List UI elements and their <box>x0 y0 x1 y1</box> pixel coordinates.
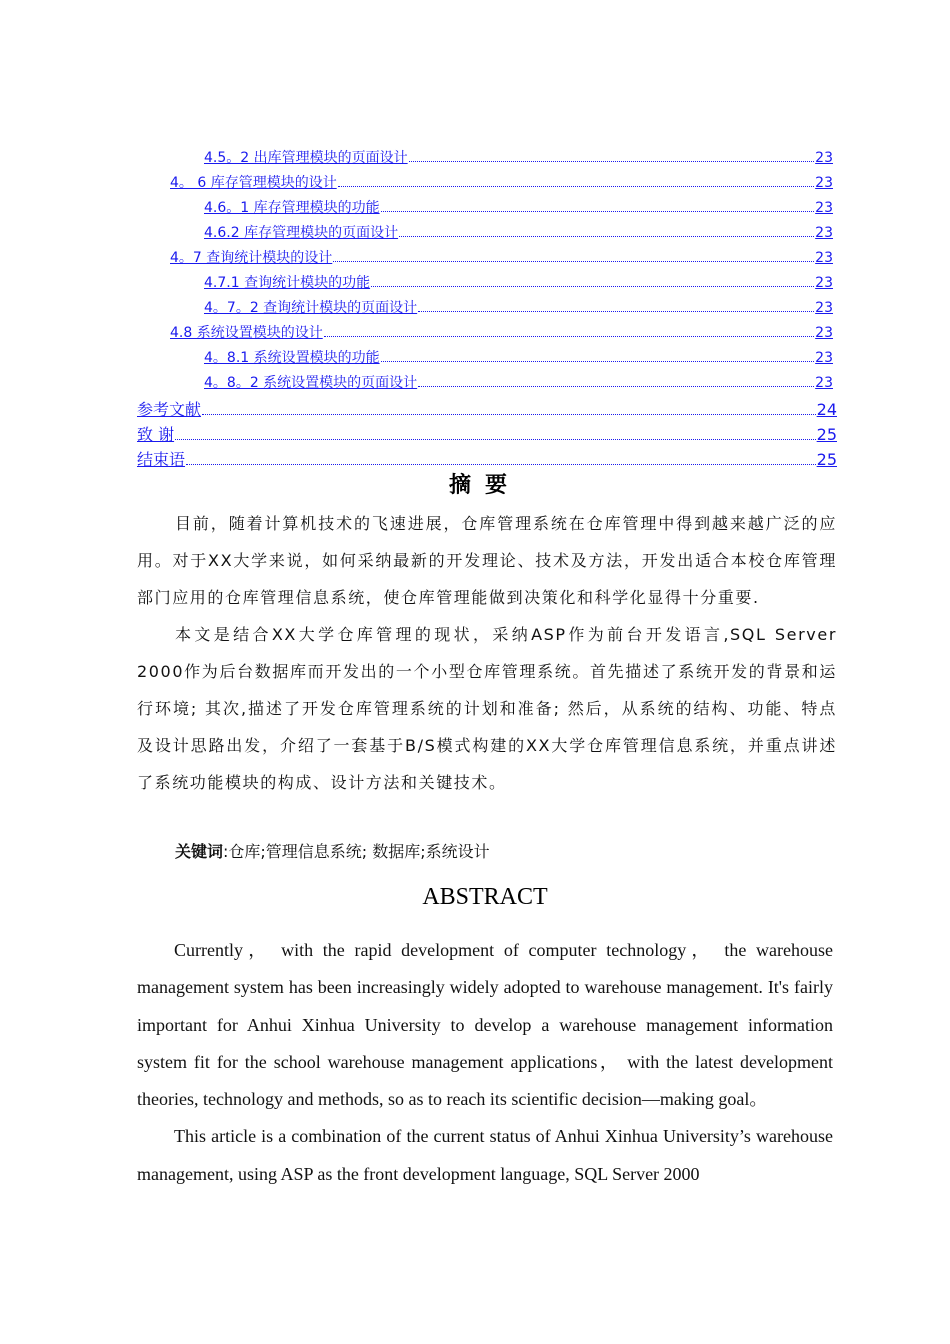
toc-entry-title[interactable]: 4。7。2 查询统计模块的页面设计 <box>204 300 418 316</box>
toc-dot-leader <box>202 413 816 415</box>
toc-entry-page[interactable]: 23 <box>815 325 833 341</box>
toc-entry-title[interactable]: 结束语 <box>137 450 186 469</box>
toc-entry-page[interactable]: 23 <box>815 175 833 191</box>
toc-entry[interactable] <box>204 222 833 242</box>
toc-entry-title[interactable]: 4.6.2 库存管理模块的页面设计 <box>204 225 399 241</box>
keywords-value: :仓库;管理信息系统; 数据库;系统设计 <box>223 842 490 861</box>
toc-entry-page[interactable]: 23 <box>815 300 833 316</box>
toc-dot-leader <box>409 160 815 162</box>
toc-entry-title[interactable]: 4。 6 库存管理模块的设计 <box>170 175 337 191</box>
toc-entry-page[interactable]: 23 <box>815 200 833 216</box>
toc-entry-page[interactable]: 23 <box>815 225 833 241</box>
keywords-label: 关键词 <box>175 842 224 861</box>
toc-entry-title[interactable]: 参考文献 <box>137 400 202 419</box>
toc-dot-leader <box>418 310 814 312</box>
toc-entry[interactable] <box>170 172 833 192</box>
toc-entry-title[interactable]: 4.6。1 库存管理模块的功能 <box>204 200 380 216</box>
toc-entry-page[interactable]: 25 <box>816 425 837 444</box>
toc-dot-leader <box>186 463 816 465</box>
toc-entry[interactable] <box>170 247 833 267</box>
abstract-cn-heading: 摘要 <box>448 473 521 498</box>
toc-entry-title[interactable]: 4。7 查询统计模块的设计 <box>170 250 333 266</box>
toc-dot-leader <box>381 210 815 212</box>
toc-entry-title[interactable]: 4。8。2 系统设置模块的页面设计 <box>204 375 418 391</box>
toc-dot-leader <box>338 185 814 187</box>
toc-entry[interactable] <box>204 147 833 167</box>
toc-dot-leader <box>175 438 816 440</box>
toc-dot-leader <box>418 385 814 387</box>
toc-dot-leader <box>333 260 814 262</box>
abstract-en-paragraph: Currently， with the rapid development of computer technology， the warehouse management system has been increasingly widely adopted to warehouse management. It's fairly important for Anhui Xinhua University to develop a warehouse management information system fit for the school warehouse management applications， with the latest development theories, technology and methods, so as to reach its scientific decision—making goal。 <box>137 940 833 1110</box>
abstract-en-heading: ABSTRACT <box>422 884 548 910</box>
toc-entry-title[interactable]: 致 谢 <box>137 425 175 444</box>
toc-entry-page[interactable]: 23 <box>815 275 833 291</box>
toc-entry-title[interactable]: 4.7.1 查询统计模块的功能 <box>204 275 371 291</box>
toc-dot-leader <box>324 335 814 337</box>
toc-entry-page[interactable]: 25 <box>816 450 837 469</box>
keywords-line <box>175 839 490 862</box>
toc-entry-page[interactable]: 24 <box>816 400 837 419</box>
toc-entry-page[interactable]: 23 <box>815 375 833 391</box>
abstract-cn-paragraph: 本文是结合XX大学仓库管理的现状，采纳ASP作为前台开发语言,SQL Server 2000作为后台数据库而开发出的一个小型仓库管理系统。首先描述了系统开发的背景和运行环境; 其次,描述了开发仓库管理系统的计划和准备; 然后，从系统的结构、功能、特点及设计思路出发，介绍了一套基于B/S模式构建的XX大学仓库管理信息系统，并重点讲述了系统功能模块的构成、设计方法和关键技术。 <box>137 625 837 792</box>
toc-entry-page[interactable]: 23 <box>815 350 833 366</box>
toc-entry-title[interactable]: 4.8 系统设置模块的设计 <box>170 325 323 341</box>
toc-dot-leader <box>381 360 815 362</box>
toc-entry[interactable] <box>137 447 837 470</box>
abstract-en-body <box>137 932 833 1193</box>
toc-entry[interactable] <box>137 397 837 420</box>
toc-dot-leader <box>399 235 814 237</box>
toc-entry[interactable] <box>204 297 833 317</box>
toc-entry[interactable] <box>170 322 833 342</box>
toc-entry-page[interactable]: 23 <box>815 150 833 166</box>
abstract-cn-body <box>137 505 837 801</box>
toc-entry[interactable] <box>204 197 833 217</box>
abstract-cn-paragraph: 目前，随着计算机技术的飞速进展，仓库管理系统在仓库管理中得到越来越广泛的应用。对于XX大学来说，如何采纳最新的开发理论、技术及方法，开发出适合本校仓库管理部门应用的仓库管理信息系统，使仓库管理能做到决策化和科学化显得十分重要. <box>137 514 837 607</box>
toc-entry-title[interactable]: 4.5。2 出库管理模块的页面设计 <box>204 150 408 166</box>
toc-entry-title[interactable]: 4。8.1 系统设置模块的功能 <box>204 350 380 366</box>
toc-dot-leader <box>371 285 814 287</box>
abstract-en-paragraph: This article is a combination of the current status of Anhui Xinhua University’s warehouse management, using ASP as the front development language, SQL Server 2000 <box>137 1126 833 1184</box>
toc-entry[interactable] <box>204 347 833 367</box>
toc-entry-page[interactable]: 23 <box>815 250 833 266</box>
toc-entry[interactable] <box>204 272 833 292</box>
toc-entry[interactable] <box>204 372 833 392</box>
toc-entry[interactable] <box>137 422 837 445</box>
